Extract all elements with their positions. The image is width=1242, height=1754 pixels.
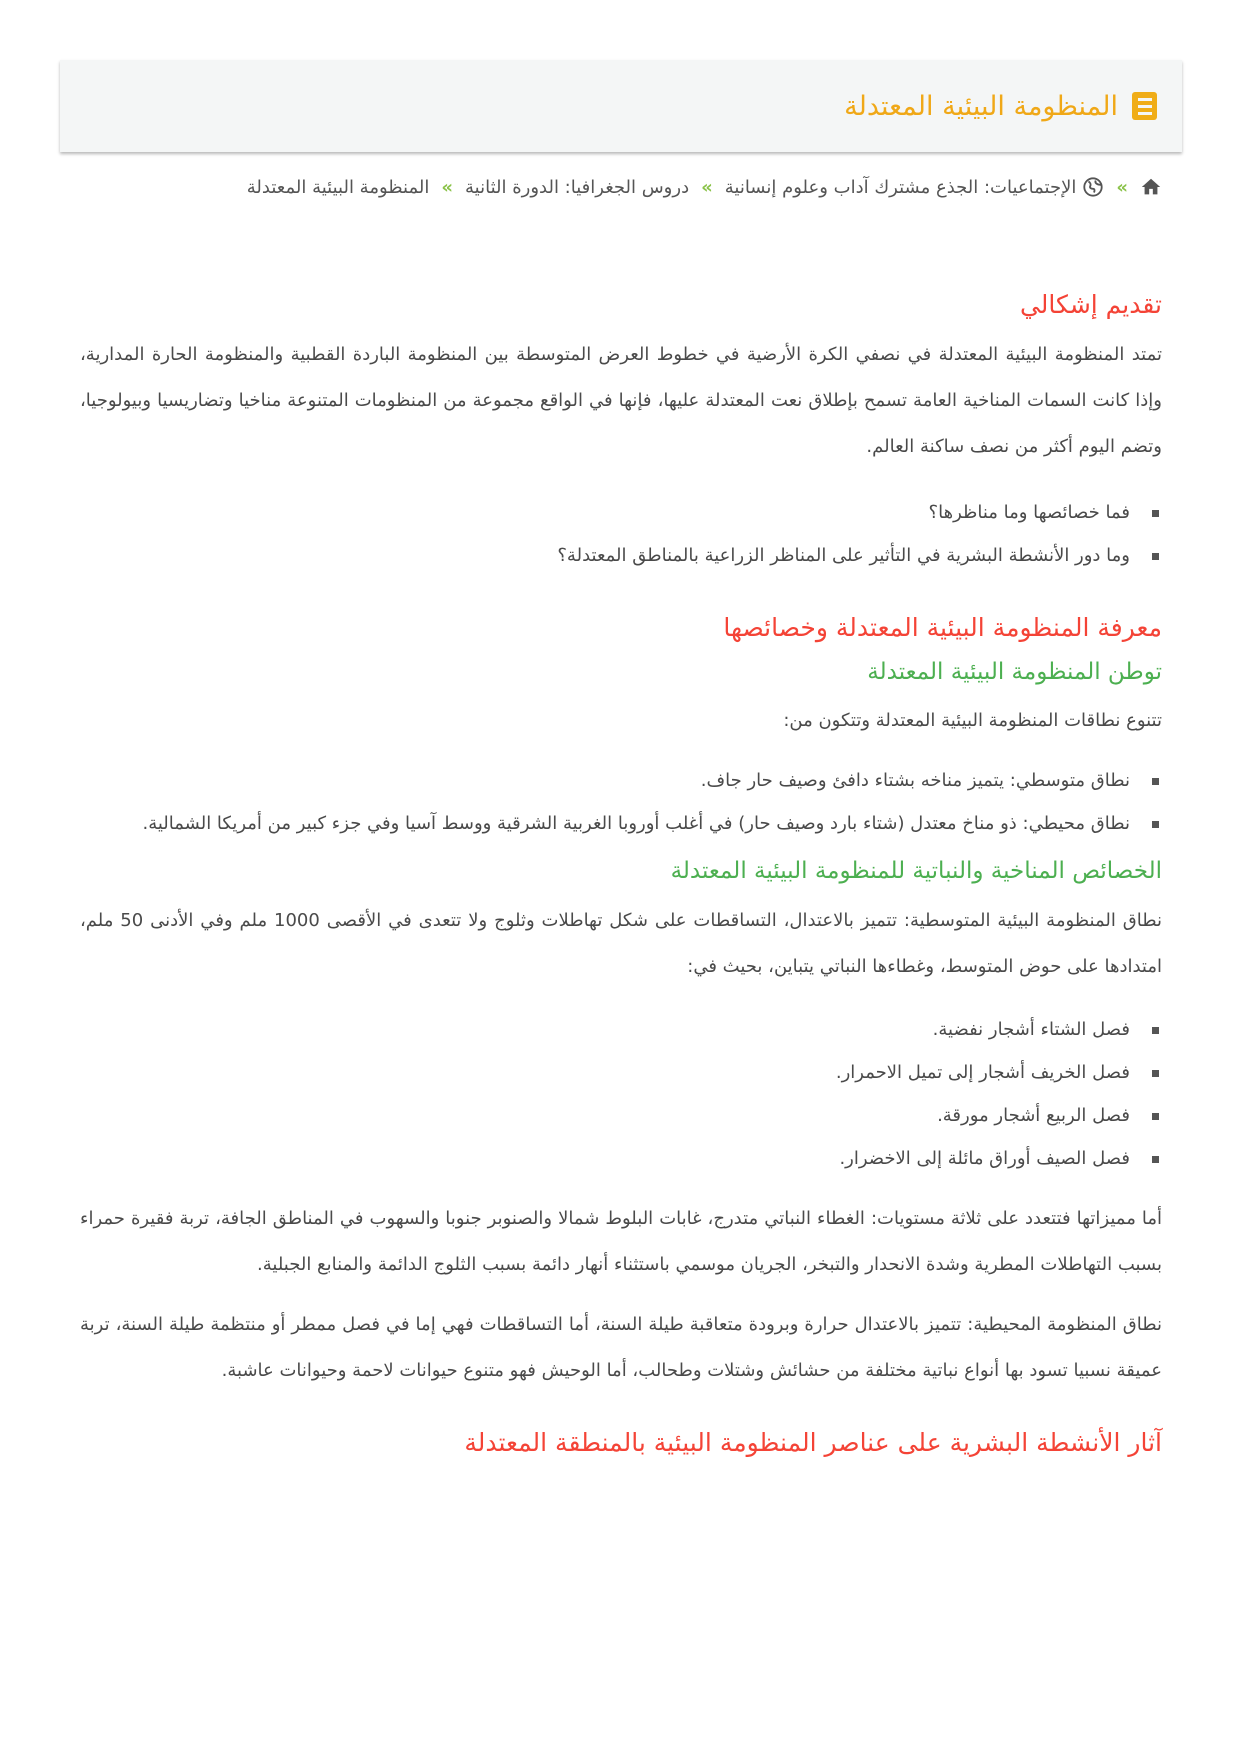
article-content [80, 290, 1162, 1458]
home-icon[interactable] [1140, 176, 1162, 198]
list-item: نطاق متوسطي: يتميز مناخه بشتاء دافئ وصيف حار جاف. [80, 759, 1162, 802]
list-item: فصل الربيع أشجار مورقة. [80, 1094, 1162, 1137]
seasons-list [80, 1008, 1162, 1180]
climate-paragraph-oceanic: نطاق المنظومة المحيطية: تتميز بالاعتدال حرارة وبرودة متعاقبة طيلة السنة، أما التساقطات فهي إما في فصل ممطر أو منتظمة طيلة السنة، تربة عميقة نسبيا تسود بها أنواع نباتية مختلفة من حشائش وشتلات وطحالب، أما الوحيش فهو متنوع حيوانات لاحمة وحيوانات عاشبة. [80, 1314, 1162, 1382]
subsection-title-climate: الخصائص المناخية والنباتية للمنظومة البيئية المعتدلة [670, 857, 1162, 884]
list-item: فصل الشتاء أشجار نفضية. [80, 1008, 1162, 1051]
section-title-intro: تقديم إشكالي [1019, 290, 1162, 319]
location-paragraph: تتنوع نطاقات المنظومة البيئية المعتدلة وتتكون من: [783, 709, 1162, 731]
page-header [60, 60, 1182, 152]
list-item: فصل الصيف أوراق مائلة إلى الاخضرار. [80, 1137, 1162, 1180]
globe-icon [1082, 176, 1104, 198]
section-title-impacts: آثار الأنشطة البشرية على عناصر المنظومة البيئية بالمنطقة المعتدلة [464, 1428, 1162, 1458]
breadcrumb-separator: » [701, 176, 713, 198]
breadcrumb-item-current: المنظومة البيئية المعتدلة [246, 176, 430, 198]
breadcrumb-separator: » [1116, 176, 1128, 198]
list-item: فما خصائصها وما مناظرها؟ [80, 491, 1162, 534]
intro-paragraph: تمتد المنظومة البيئية المعتدلة في نصفي الكرة الأرضية في خطوط العرض المتوسطة بين المنظومة الباردة القطبية والمنظومة الحارة المدارية، وإذا كانت السمات المناخية العامة تسمح بإطلاق نعت المعتدلة عليها، فإنها في الواقع مجموعة من المنظومات المتنوعة مناخيا وتضاريسيا وبيولوجيا، وتضم اليوم أكثر من نصف ساكنة العالم. [80, 344, 1162, 457]
climate-paragraph-features: أما مميزاتها فتتعدد على ثلاثة مستويات: الغطاء النباتي متدرج، غابات البلوط شمالا والصنوبر جنوبا والسهوب في المناطق الجافة، تربة فقيرة حمراء بسبب التهاطلات المطرية وشدة الانحدار والتبخر، الجريان موسمي باستثناء أنهار دائمة بسبب الثلوج الدائمة والمنابع الجبلية. [80, 1208, 1162, 1276]
list-item: نطاق محيطي: ذو مناخ معتدل (شتاء بارد وصيف حار) في أغلب أوروبا الغربية الشرقية ووسط آسيا وفي جزء كبير من أمريكا الشمالية. [80, 802, 1162, 845]
list-item: فصل الخريف أشجار إلى تميل الاحمرار. [80, 1051, 1162, 1094]
zones-list [80, 759, 1162, 845]
climate-paragraph-mediterranean: نطاق المنظومة البيئية المتوسطية: تتميز بالاعتدال، التساقطات على شكل تهاطلات وثلوج ولا تتعدى في الأقصى 1000 ملم وفي الأدنى 50 ملم، امتدادها على حوض المتوسط، وغطاءها النباتي يتباين، بحيث في: [80, 910, 1162, 978]
page-title: المنظومة البيئية المعتدلة [844, 90, 1118, 122]
list-item: وما دور الأنشطة البشرية في التأثير على المناظر الزراعية بالمناطق المعتدلة؟ [80, 534, 1162, 577]
breadcrumb-item-geography-lessons[interactable]: دروس الجغرافيا: الدورة الثانية [465, 176, 690, 198]
intro-questions-list [80, 491, 1162, 577]
breadcrumb [247, 176, 1162, 198]
section-title-knowledge: معرفة المنظومة البيئية المعتدلة وخصائصها [723, 613, 1162, 642]
breadcrumb-item-social-studies[interactable]: الإجتماعيات: الجذع مشترك آداب وعلوم إنسانية [724, 176, 1077, 198]
document-icon [1132, 92, 1157, 120]
subsection-title-location: توطن المنظومة البيئية المعتدلة [867, 659, 1162, 685]
breadcrumb-separator: » [441, 176, 453, 198]
